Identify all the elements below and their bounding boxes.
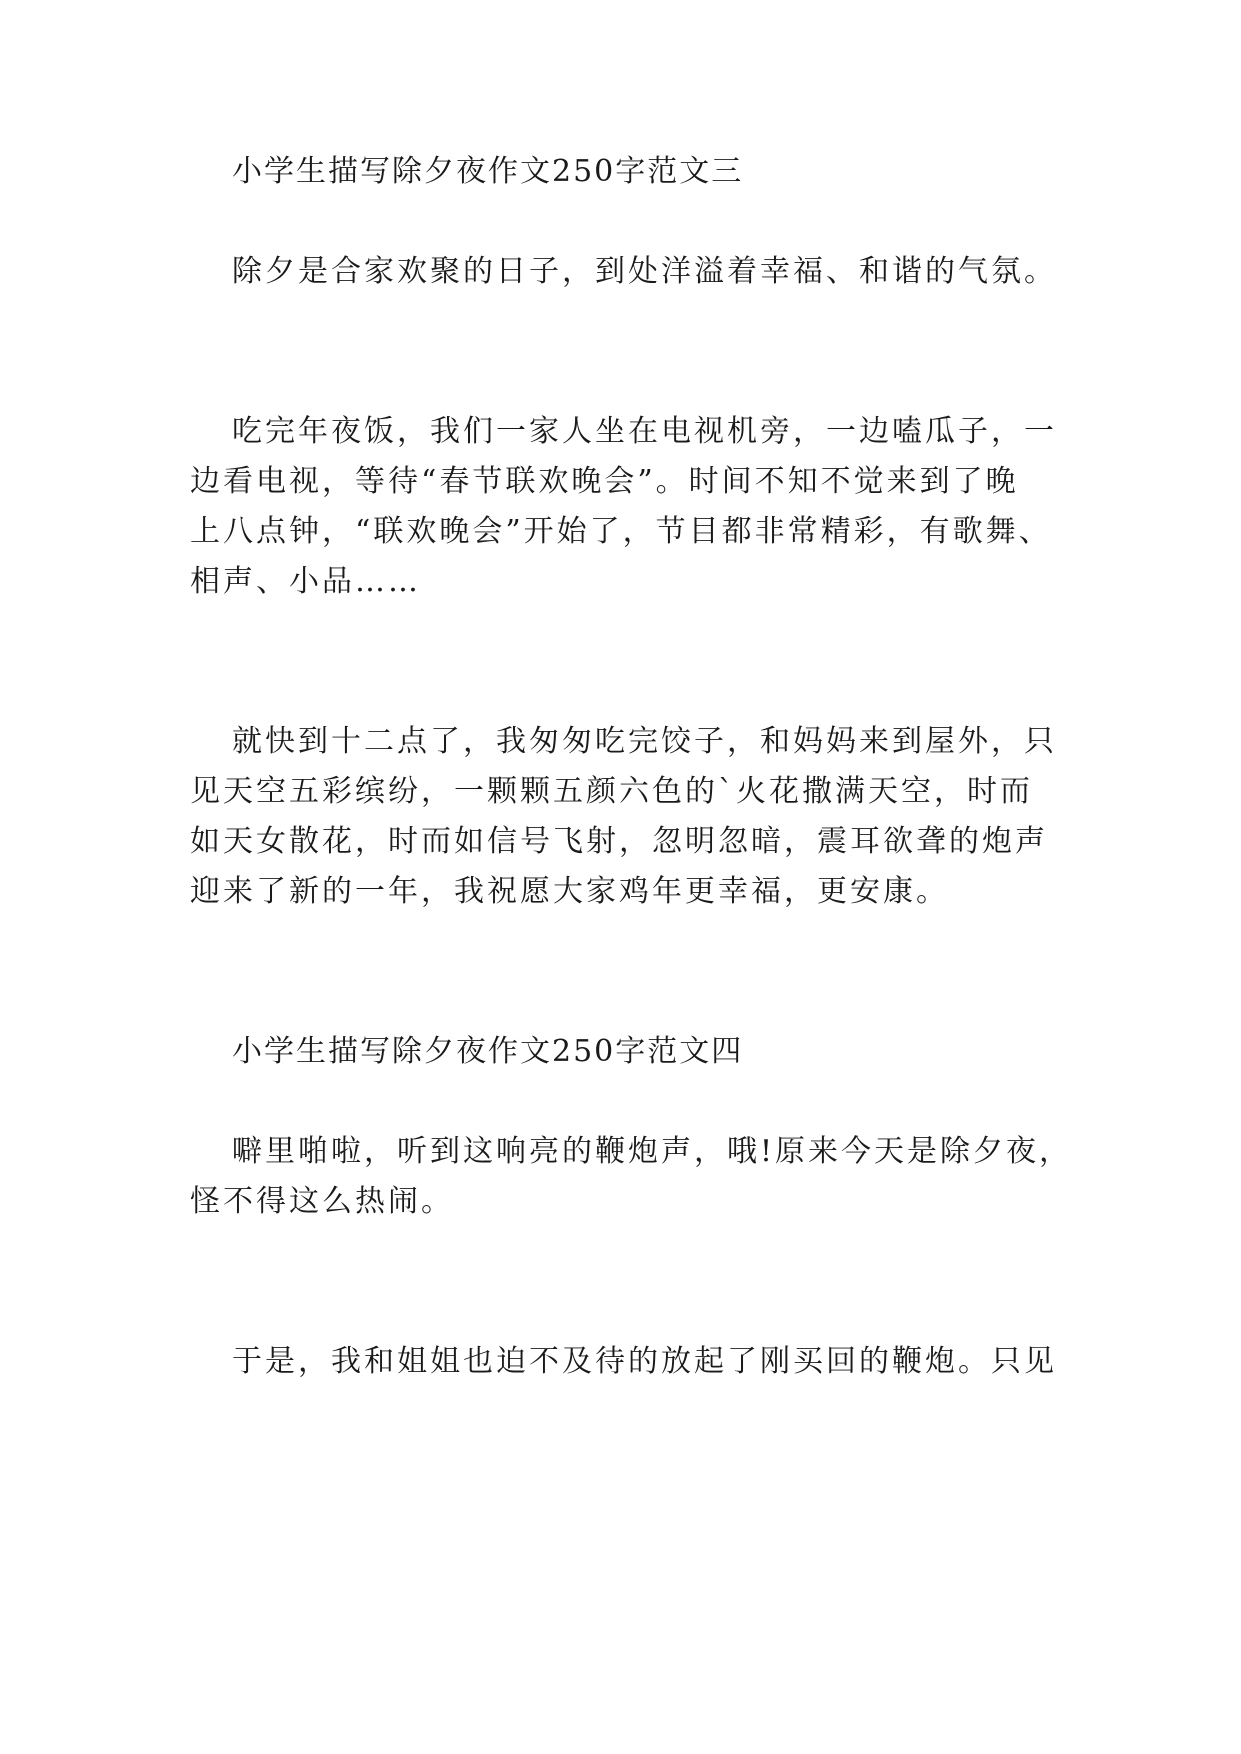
section-3-paragraph-3-line-4: 迎来了新的一年，我祝愿大家鸡年更幸福，更安康。 <box>190 874 949 909</box>
section-4-paragraph-2-line-1: 于是，我和姐姐也迫不及待的放起了刚买回的鞭炮。只见 <box>232 1344 1057 1379</box>
section-4-heading: 小学生描写除夕夜作文250字范文四 <box>232 1034 744 1069</box>
section-3-paragraph-2-line-3: 上八点钟，“联欢晚会”开始了，节目都非常精彩，有歌舞、 <box>190 514 1052 549</box>
section-4-paragraph-1-line-1: 噼里啪啦，听到这响亮的鞭炮声，哦!原来今天是除夕夜， <box>232 1134 1073 1169</box>
section-3-paragraph-1-line-1: 除夕是合家欢聚的日子，到处洋溢着幸福、和谐的气氛。 <box>232 254 1057 289</box>
section-3-paragraph-3-line-3: 如天女散花，时而如信号飞射，忽明忽暗，震耳欲聋的炮声 <box>190 824 1048 859</box>
section-3-heading: 小学生描写除夕夜作文250字范文三 <box>232 154 744 189</box>
section-3-paragraph-2-line-4: 相声、小品…… <box>190 564 421 599</box>
section-4-paragraph-1-line-2: 怪不得这么热闹。 <box>190 1184 454 1219</box>
section-3-paragraph-2-line-1: 吃完年夜饭，我们一家人坐在电视机旁，一边嗑瓜子，一 <box>232 414 1057 449</box>
section-3-paragraph-3-line-2: 见天空五彩缤纷，一颗颗五颜六色的`火花撒满天空，时而 <box>190 774 1033 809</box>
section-3-paragraph-2-line-2: 边看电视，等待“春节联欢晚会”。时间不知不觉来到了晚 <box>190 464 1019 499</box>
section-3-paragraph-3-line-1: 就快到十二点了，我匆匆吃完饺子，和妈妈来到屋外，只 <box>232 724 1057 759</box>
